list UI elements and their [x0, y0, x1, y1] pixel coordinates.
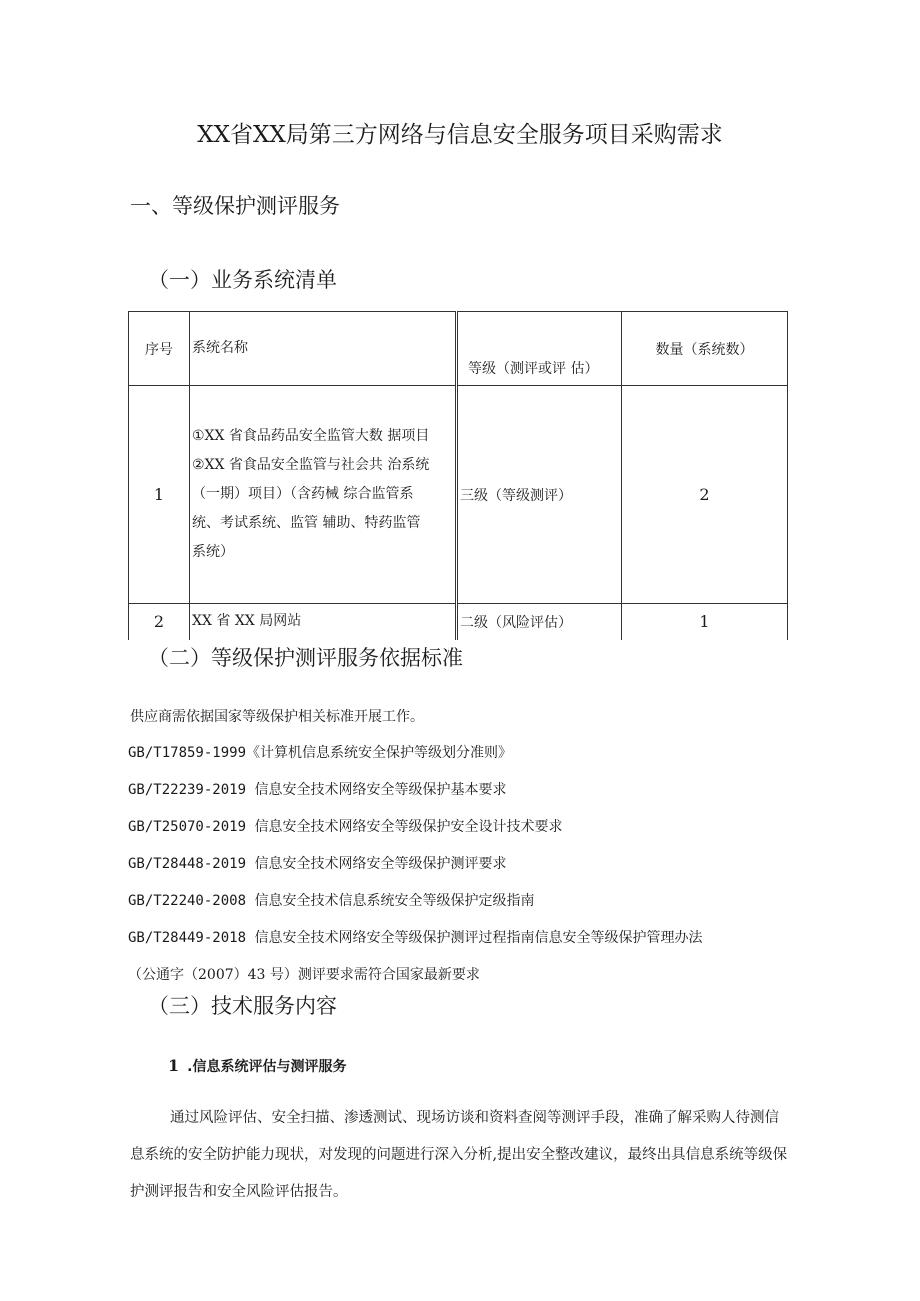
row-1-name-line: 系统）: [192, 544, 234, 560]
subsection-heading-3: （三）技术服务内容: [148, 994, 337, 1018]
standard-item: [128, 779, 506, 799]
standard-name: 信息安全技术网络安全等级保护测评要求: [254, 856, 507, 872]
section-heading-1: 一、等级保护测评服务: [130, 194, 340, 218]
standard-item: [128, 816, 562, 836]
standard-item: [128, 927, 702, 947]
standard-code: GB/T28449-2018: [128, 930, 247, 946]
standard-item: [128, 742, 512, 762]
standards-note: （公通字（2007）43 号）测评要求需符合国家最新要求: [128, 967, 480, 983]
standard-name: 信息安全技术网络安全等级保护基本要求: [254, 782, 507, 798]
standard-item: [128, 890, 534, 910]
standard-code: GB/T17859-1999: [128, 745, 247, 761]
standard-name: 《计算机信息系统安全保护等级划分准则》: [246, 745, 513, 761]
row-1-name-line: （一期）项目）（含药械 综合监管系: [192, 486, 414, 502]
subsection-heading-2: （二）等级保护测评服务依据标准: [148, 646, 463, 670]
row-1-name-line: 统、考试系统、监管 辅助、特药监管: [192, 515, 421, 531]
item-number: 1: [168, 1056, 180, 1075]
row-1-name-line: ①XX 省食品药品安全监管大数 据项目: [192, 428, 430, 444]
header-name: 系统名称: [190, 312, 457, 386]
header-no: 序号: [129, 312, 190, 386]
subsection-heading-1: （一）业务系统清单: [148, 268, 337, 292]
standard-code: GB/T22239-2019: [128, 782, 247, 798]
row-2-name: XX 省 XX 局网站: [190, 604, 457, 640]
service-paragraph: 通过风险评估、安全扫描、渗透测试、现场访谈和资料查阅等测评手段，准确了解采购人待测信息系统的安全防护能力现状，对发现的问题进行深入分析,提出安全整改建议，最终出具信息系统等级保护测评报告和安全风险评估报告。: [130, 1110, 788, 1200]
row-1-name: [190, 386, 457, 604]
standard-code: GB/T25070-2019: [128, 819, 247, 835]
document-title: XX省XX局第三方网络与信息安全服务项目采购需求: [197, 122, 723, 148]
row-2-level: 二级（风险评估）: [457, 604, 622, 640]
item-label: .信息系统评估与测评服务: [187, 1059, 347, 1075]
standard-name: 信息安全技术网络安全等级保护测评过程指南信息安全等级保护管理办法: [254, 930, 703, 946]
system-list-table: [128, 311, 788, 640]
standard-code: GB/T28448-2019: [128, 856, 247, 872]
table-row: [129, 386, 788, 604]
item-heading-1: [168, 1056, 346, 1076]
header-level: [457, 312, 622, 386]
row-1-name-line: ②XX 省食品安全监管与社会共 治系统: [192, 457, 430, 473]
row-2-no: 2: [129, 604, 190, 640]
standards-intro: 供应商需依据国家等级保护相关标准开展工作。: [130, 709, 424, 725]
header-qty: 数量（系统数）: [622, 312, 788, 386]
table-row: [129, 604, 788, 640]
standard-code: GB/T22240-2008: [128, 893, 247, 909]
row-1-qty: 2: [622, 386, 788, 604]
header-level-text: 等级（测评或评 估）: [468, 360, 599, 377]
table-header-row: [129, 312, 788, 386]
standard-name: 信息安全技术网络安全等级保护安全设计技术要求: [254, 819, 563, 835]
standard-item: [128, 853, 506, 873]
row-2-qty: 1: [622, 604, 788, 640]
row-1-level: 三级（等级测评）: [457, 386, 622, 604]
standard-name: 信息安全技术信息系统安全等级保护定级指南: [254, 893, 535, 909]
row-1-no: 1: [129, 386, 190, 604]
